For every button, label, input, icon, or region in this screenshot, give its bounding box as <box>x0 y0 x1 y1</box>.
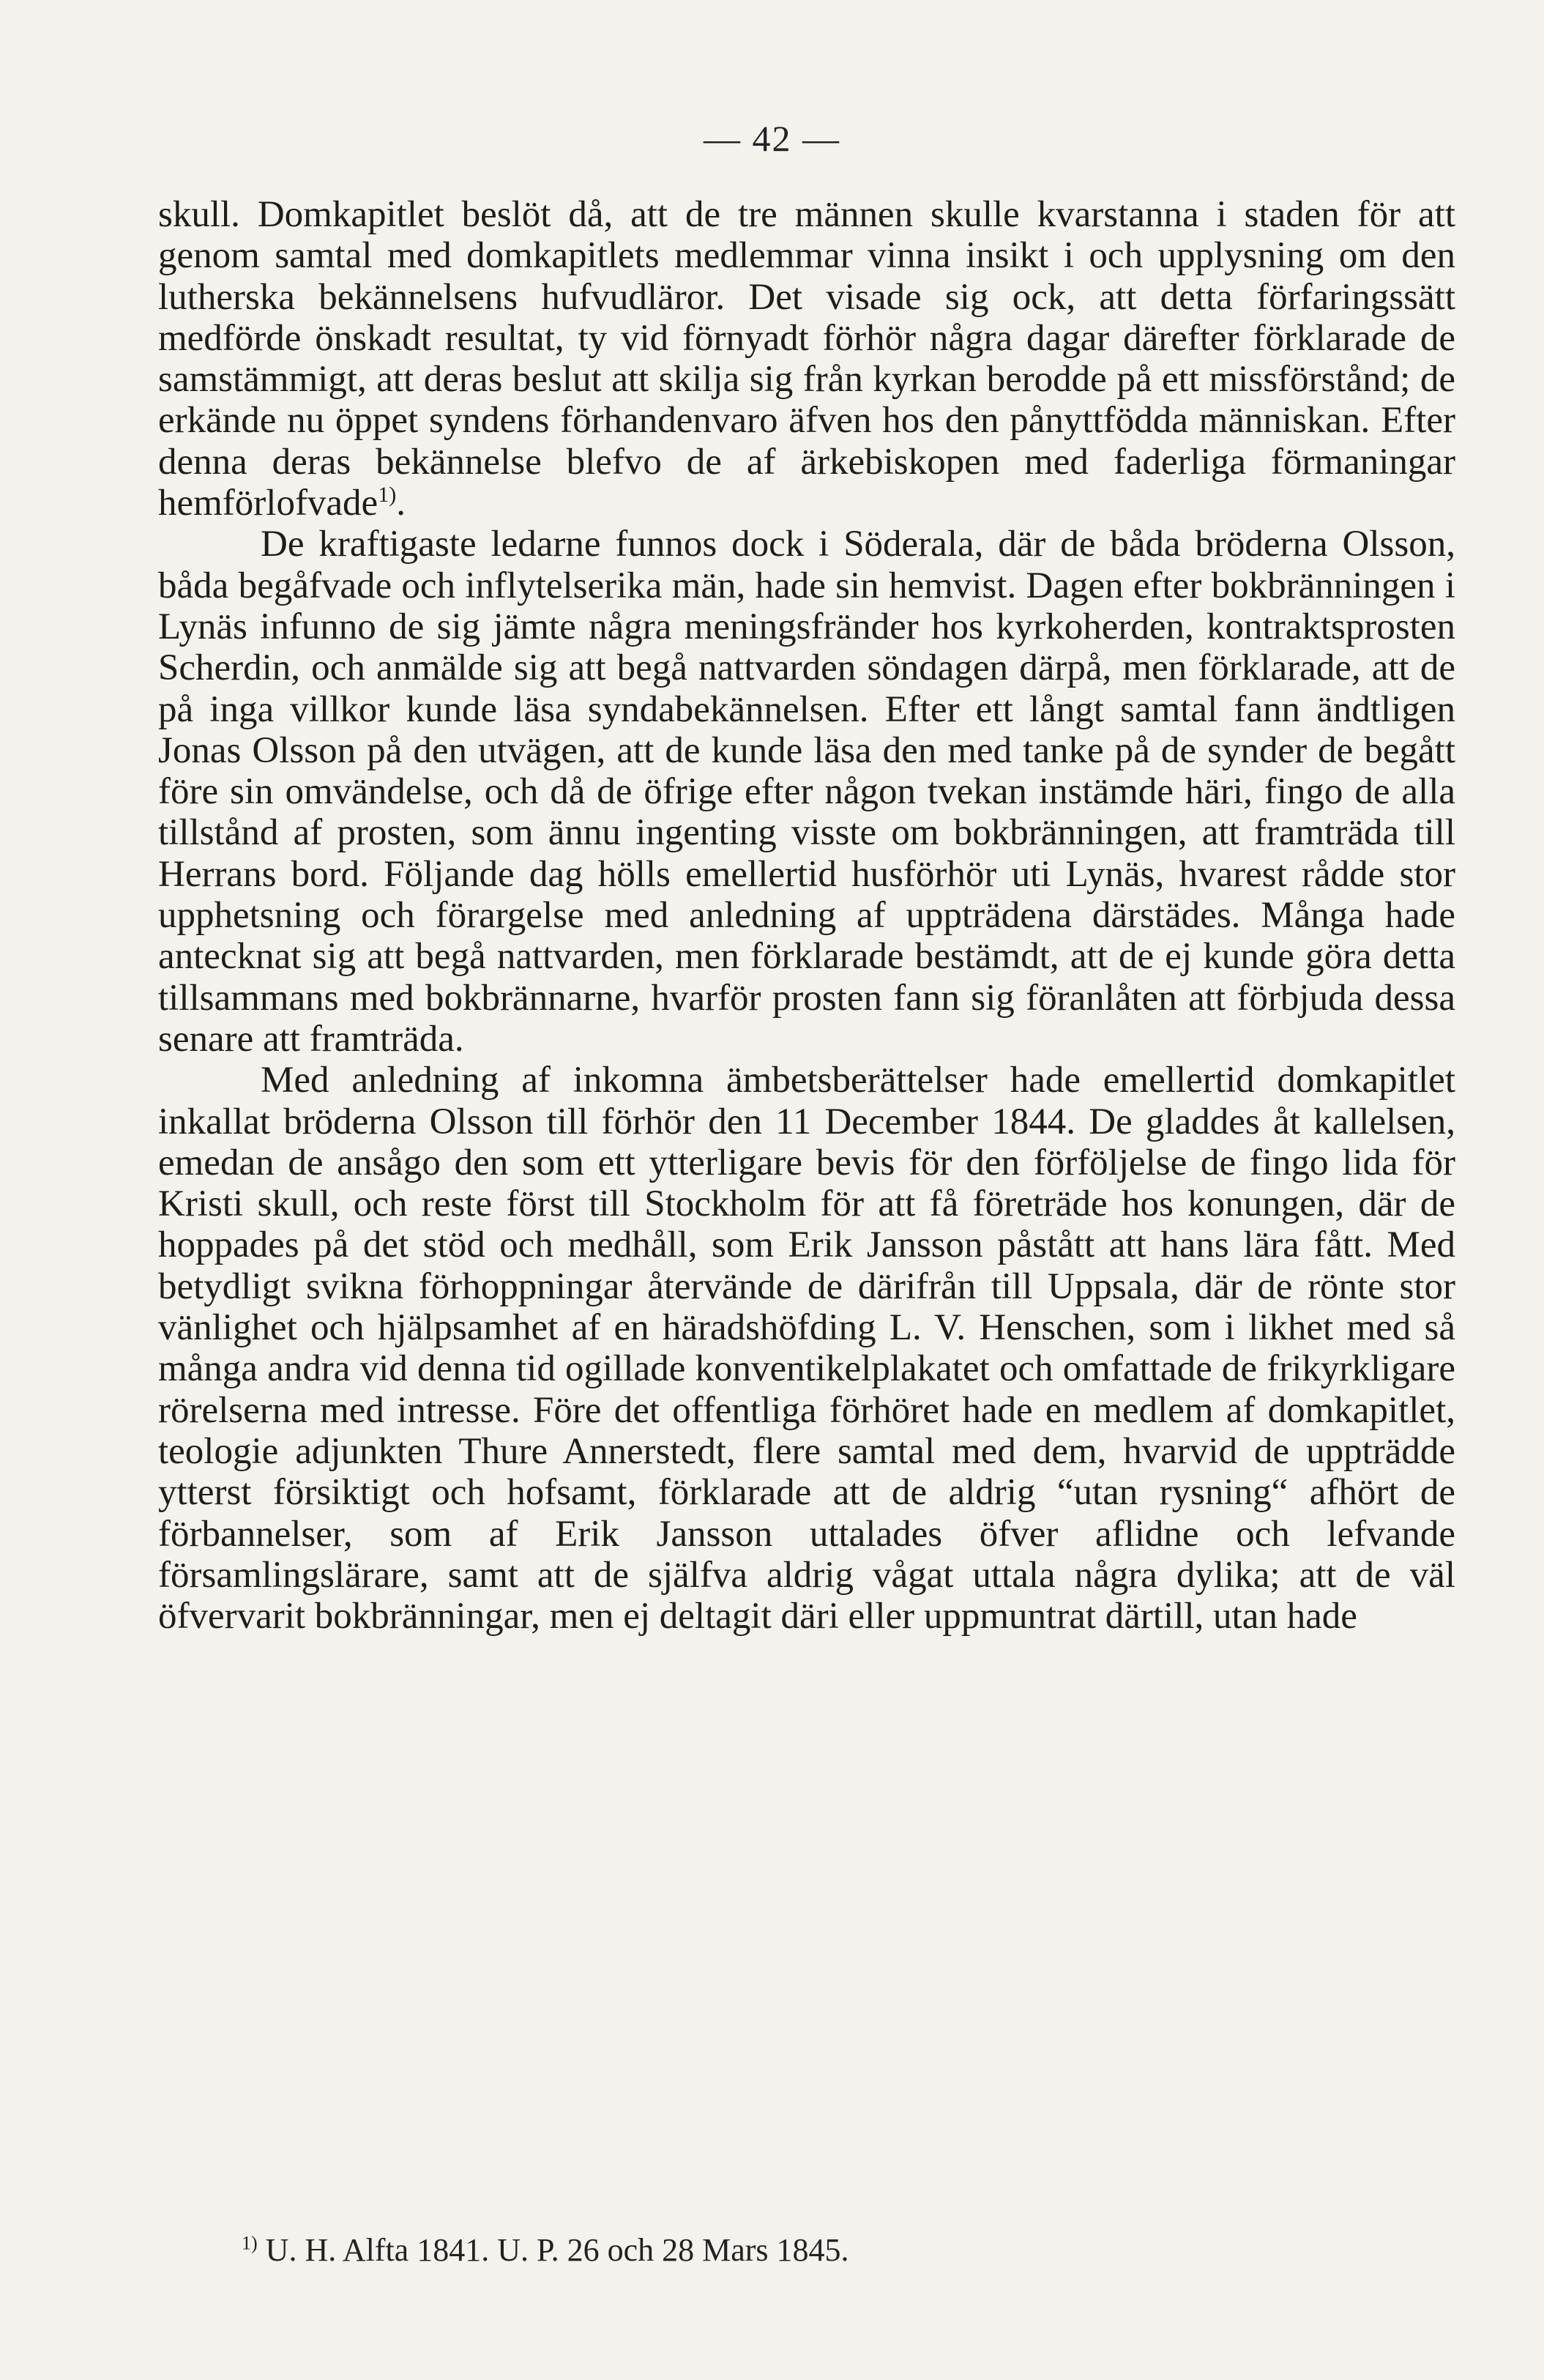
footnote <box>242 2232 1340 2269</box>
page-number: — 42 — <box>704 118 840 159</box>
paragraph-3 <box>158 1060 1455 1637</box>
footnote-marker: 1) <box>242 2232 258 2254</box>
body-text <box>158 194 1455 1637</box>
paragraph-text: De kraftigaste ledarne funnos dock i Söderala, där de båda bröderna Olsson, båda begåfvade och inflytelserika män, hade sin hemvist. Dagen efter bokbränningen i Lynäs infunno de sig jämte några meningsfränder hos kyrkoherden, kontraktsprosten Scherdin, och anmälde sig att begå nattvarden söndagen därpå, men förklarade, att de på inga villkor kunde läsa syndabekännelsen. Efter ett långt samtal fann ändtligen Jonas Olsson på den utvägen, att de kunde läsa den med tanke på de synder de begått före sin omvändelse, och då de öfrige efter någon tvekan instämde häri, fingo de alla tillstånd af prosten, som ännu ingenting visste om bokbränningen, att framträda till Herrans bord. Följande dag hölls emellertid husförhör uti Lynäs, hvarest rådde stor upphetsning och förargelse med anledning af uppträdena därstädes. Många hade antecknat sig att begå nattvarden, men förklarade bestämdt, att de ej kunde göra detta tillsammans med bokbrännarne, hvarför prosten fann sig föranlåten att förbjuda dessa senare att framträda. <box>158 524 1455 1060</box>
paragraph-1 <box>158 194 1455 524</box>
footnote-reference[interactable]: 1) <box>378 483 397 507</box>
footnote-text: U. H. Alfta 1841. U. P. 26 och 28 Mars 1845. <box>265 2232 849 2268</box>
paragraph-2 <box>158 524 1455 1060</box>
paragraph-text: Med anledning af inkomna ämbetsberättelser hade emellertid domkapitlet inkallat bröderna Olsson till förhör den 11 December 1844. De gladdes åt kallelsen, emedan de ansågo den som ett ytterligare bevis för den förföljelse de fingo lida för Kristi skull, och reste först till Stockholm för att få företräde hos konungen, där de hoppades på det stöd och medhåll, som Erik Jansson påstått att hans lära fått. Med betydligt svikna förhoppningar återvände de därifrån till Uppsala, där de rönte stor vänlighet och hjälpsamhet af en häradshöfding L. V. Henschen, som i likhet med så många andra vid denna tid ogillade konventikelplakatet och omfattade de frikyrkligare rörelserna med intresse. Före det offentliga förhöret hade en medlem af domkapitlet, teologie adjunkten Thure Annerstedt, flere samtal med dem, hvarvid de uppträdde ytterst försiktigt och hofsamt, förklarade att de aldrig “utan rysning“ afhört de förbannelser, som af Erik Jansson uttalades öfver aflidne och lefvande församlingslärare, samt att de själfva aldrig vågat uttala några dylika; att de väl öfvervarit bokbränningar, men ej deltagit däri eller uppmuntrat därtill, utan hade <box>158 1060 1455 1637</box>
paragraph-text: skull. Domkapitlet beslöt då, att de tre männen skulle kvarstanna i staden för att genom samtal med domkapitlets medlemmar vinna insikt i och upplysning om den lutherska bekännelsens hufvudläror. Det visade sig ock, att detta förfaringssätt medförde önskadt resultat, ty vid förnyadt förhör några dagar därefter förklarade de samstämmigt, att deras beslut att skilja sig från kyrkan berodde på ett missförstånd; de erkände nu öppet syndens förhandenvaro äfven hos den pånyttfödda människan. Efter denna deras bekännelse blefvo de af ärkebiskopen med faderliga förmaningar hemförlofvade <box>158 194 1455 524</box>
paragraph-text-after: . <box>396 483 406 524</box>
